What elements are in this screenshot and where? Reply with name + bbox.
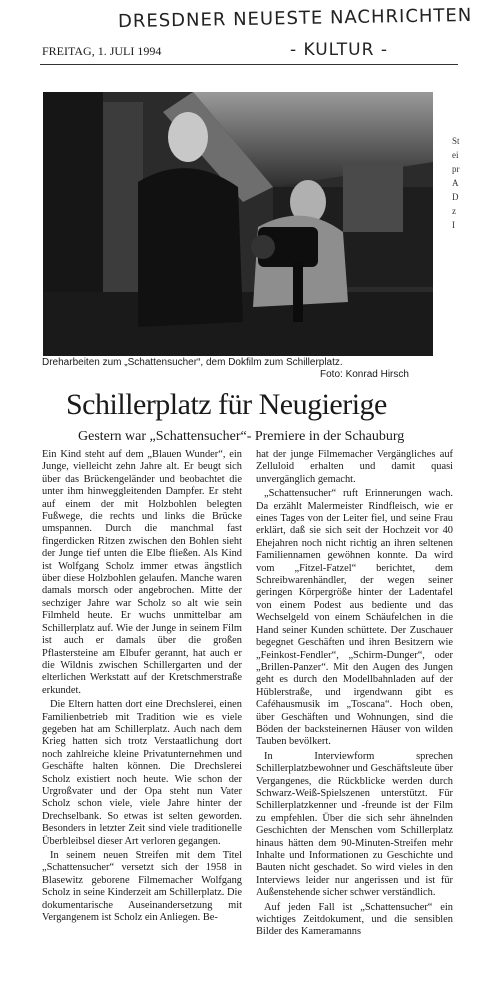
article-paragraph: Auf jeden Fall ist „Schattensucher“ ein wichtiges Zeitdokument, und die sensiblen Bilder des Kameramanns [256, 901, 453, 938]
article-paragraph: In seinem neuen Streifen mit dem Titel „Schattensucher“ versetzt sich der 1958 in Blasewitz geborene Filmemacher Wolfgang Scholz in seine Kinderzeit am Schillerplatz. Die dokumentarische Auseinandersetzung mit Vergangenem ist Scholz ein Anliegen. Be- [42, 850, 242, 924]
fragment-line: ei [452, 150, 459, 160]
handwritten-newspaper-name: DRESDNER NEUESTE NACHRICHTEN [117, 4, 473, 33]
photo-credit: Foto: Konrad Hirsch [320, 369, 409, 380]
article-column-left [42, 449, 242, 926]
photo-caption: Dreharbeiten zum „Schattensucher“, dem Dokfilm zum Schillerplatz. [42, 357, 343, 368]
fragment-line: I [452, 220, 455, 230]
fragment-line: A [452, 178, 459, 188]
article-paragraph: Ein Kind steht auf dem „Blauen Wunder“, ein Junge, vielleicht zehn Jahre alt. Er beugt sich über das Brückengeländer und beobachtet die unter ihm hinweggleitenden Dampfer. Er steht auf einem der mit Holzbohlen belegten Fußwege, die rechts und links die Brücke umspannen. Durch die manchmal fast fingerdicken Ritzen zwischen den Bohlen sieht der Junge tief unten die Elbe fließen. Als Kind ist Wolfgang Scholz immer etwas ängstlich über diese Holzbohlen gelaufen. Manche waren damals morsch oder angebrochen. Mitte der sechziger Jahre war Scholz so alt wie sein Filmheld heute. Er wuchs unmittelbar am Schillerplatz auf. Wie der Junge in seinem Film ist auch er damals über die großen Pflastersteine am Elbufer gerannt, hat auch er die Wildnis zwischen Schillergarten und der elterlichen Werkstatt auf der Kretschmerstraße erkundet. [42, 449, 242, 696]
article-paragraph: Die Eltern hatten dort eine Drechslerei, einen Familienbetrieb mit Tradition wie es viele gegeben hat am Schillerplatz. Auch nach dem Krieg hatten sich trotz Verstaatlichung dort noch zahlreiche kleine Privatunternehmen und Geschäfte halten können. Die Drechslerei Scholz existiert noch heute. Wie schon der Urgroßvater und der Opa steht nun Vater Scholz schon viele, viele Jahre hinter der Drechselbank. So etwas ist selten geworden. Besonders in letzter Zeit sind viele traditionelle Überbleibsel dieser Art verloren gegangen. [42, 699, 242, 847]
photo-illustration [43, 92, 433, 356]
header-rule [40, 64, 458, 65]
article-headline: Schillerplatz für Neugierige [66, 388, 387, 421]
film-shoot-photo [43, 92, 433, 356]
fragment-line: pr [452, 164, 460, 174]
article-paragraph: hat der junge Filmemacher Vergängliches auf Zelluloid erhalten und damit quasi unvergänglich gemacht. [256, 449, 453, 485]
article-subheadline: Gestern war „Schattensucher“- Premiere in der Schauburg [78, 429, 405, 444]
adjacent-article-fragment [452, 134, 484, 232]
handwritten-section-name: - KULTUR - [290, 40, 388, 60]
fragment-line: D [452, 192, 459, 202]
fragment-line: z [452, 206, 456, 216]
dateline: FREITAG, 1. JULI 1994 [42, 44, 162, 58]
fragment-line: St [452, 136, 460, 146]
article-column-right [256, 449, 453, 941]
article-paragraph: In Interviewform sprechen Schillerplatzbewohner und Geschäftsleute über Vergangenes, die Rückblicke werden durch Schwarz-Weiß-Spielszenen unterstützt. Für Schillerplatzkenner und -freunde ist der Film zu empfehlen. Über die sich sehr ähnelnden Geschichten der Menschen vom Schillerplatz hinaus hätten dem 90-Minuten-Streifen mehr Inhalte und Informationen zu Geschichte und Bauten nicht geschadet. So wird vieles in den Interviews leider nur angerissen und ist für Außenstehende sicher schwer verständlich. [256, 750, 453, 899]
article-paragraph: „Schattensucher“ ruft Erinnerungen wach. Da erzählt Malermeister Rindfleisch, wie er eines Tages von der Leiter fiel, und seine Frau erklärt, daß sie sich seit der Hochzeit vor 40 Ehejahren noch nicht richtig an ihren seltenen Familiennamen gewöhnen konnte. Da wird vom „Fitzel-Fatzel“ berichtet, dem Schreibwarenhändler, der wegen seiner geringen Körpergröße hinter der Ladentafel von einem Podest aus bediente und das Wechselgeld von einem Schäufelchen in die Hand seiner Kunden schüttete. Der Zuschauer begegnet Geschäften und ihren Besitzern wie „Feinkost-Fendler“, „Schirm-Dunger“, oder „Brillen-Panzer“. Mit den Augen des Jungen geht es durch den Modellbahnladen auf der Hüblerstraße, und irgendwann gibt es Caféhausmusik im „Toscana“. Hoch oben, über Geschäften und Wohnungen, sind die Böden der backsteinernen Häuser von wilden Tauben bevölkert. [256, 488, 453, 748]
